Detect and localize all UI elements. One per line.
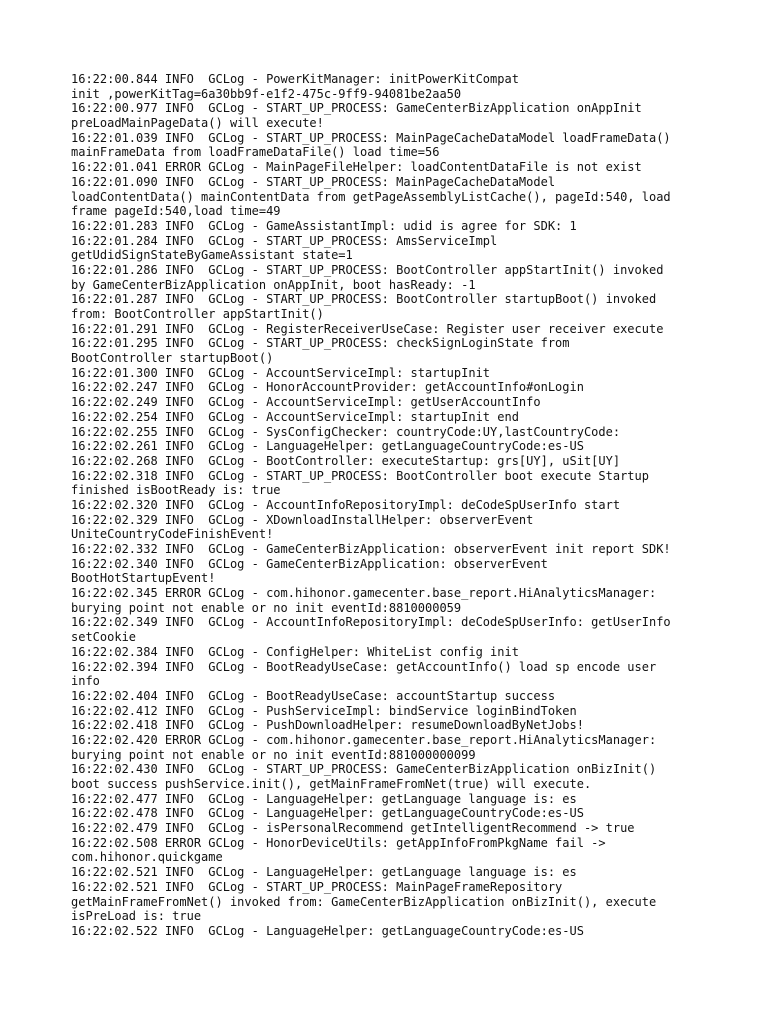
log-line: frame pageId:540,load time=49: [71, 204, 281, 219]
log-line: com.hihonor.quickgame: [71, 850, 223, 865]
log-line: 16:22:02.478 INFO GCLog - LanguageHelper: getLanguageCountryCode:es-US: [71, 806, 584, 821]
log-line: 16:22:02.261 INFO GCLog - LanguageHelper: getLanguageCountryCode:es-US: [71, 439, 584, 454]
log-line: 16:22:02.349 INFO GCLog - AccountInfoRepositoryImpl: deCodeSpUserInfo: getUserInfo: [71, 615, 671, 630]
log-document: [71, 72, 711, 939]
log-line: setCookie: [71, 630, 137, 645]
log-line: preLoadMainPageData() will execute!: [71, 116, 324, 131]
log-line: 16:22:02.340 INFO GCLog - GameCenterBizApplication: observerEvent: [71, 556, 548, 571]
log-line: 16:22:02.394 INFO GCLog - BootReadyUseCase: getAccountInfo() load sp encode user: [71, 659, 657, 674]
log-line: 16:22:02.384 INFO GCLog - ConfigHelper: WhiteList config init: [71, 644, 519, 659]
log-line: 16:22:02.477 INFO GCLog - LanguageHelper: getLanguage language is: es: [71, 791, 577, 806]
log-line: 16:22:01.284 INFO GCLog - START_UP_PROCESS: AmsServiceImpl: [71, 233, 498, 248]
log-line: 16:22:02.412 INFO GCLog - PushServiceImpl: bindService loginBindToken: [71, 703, 577, 718]
log-line: BootController startupBoot(): [71, 351, 274, 366]
log-line: boot success pushService.init(), getMainFrameFromNet(true) will execute.: [71, 777, 592, 791]
log-line: 16:22:02.404 INFO GCLog - BootReadyUseCase: accountStartup success: [71, 688, 556, 703]
log-line: 16:22:01.291 INFO GCLog - RegisterReceiverUseCase: Register user receiver execute: [71, 321, 664, 336]
log-line: 16:22:02.522 INFO GCLog - LanguageHelper: getLanguageCountryCode:es-US: [71, 923, 584, 938]
log-line: burying point not enable or no init eventId:881000000099: [71, 747, 476, 762]
log-line: BootHotStartupEvent!: [71, 571, 216, 586]
log-line: 16:22:02.318 INFO GCLog - START_UP_PROCESS: BootController boot execute Startup: [71, 468, 649, 483]
log-line: burying point not enable or no init eventId:8810000059: [71, 600, 462, 615]
log-line: finished isBootReady is: true: [71, 483, 281, 498]
log-line: 16:22:00.977 INFO GCLog - START_UP_PROCESS: GameCenterBizApplication onAppInit: [71, 101, 642, 116]
log-line: getUdidSignStateByGameAssistant state=1: [71, 248, 353, 263]
log-line: 16:22:01.283 INFO GCLog - GameAssistantImpl: udid is agree for SDK: 1: [71, 218, 577, 233]
log-line: 16:22:02.320 INFO GCLog - AccountInfoRepositoryImpl: deCodeSpUserInfo start: [71, 497, 621, 512]
log-line: 16:22:02.420 ERROR GCLog - com.hihonor.gamecenter.base_report.HiAnalyticsManager:: [71, 732, 657, 747]
log-line: 16:22:01.295 INFO GCLog - START_UP_PROCESS: checkSignLoginState from: [71, 336, 570, 351]
log-line: UniteCountryCodeFinishEvent!: [71, 527, 274, 542]
log-line: 16:22:01.287 INFO GCLog - START_UP_PROCESS: BootController startupBoot() invoked: [71, 292, 657, 307]
log-line: from: BootController appStartInit(): [71, 307, 324, 321]
log-line: init ,powerKitTag=6a30bb9f-e1f2-475c-9ff9-94081be2aa50: [71, 86, 462, 101]
log-line: 16:22:02.345 ERROR GCLog - com.hihonor.gamecenter.base_report.HiAnalyticsManager:: [71, 586, 657, 601]
log-line: 16:22:00.844 INFO GCLog - PowerKitManager: initPowerKitCompat: [71, 72, 519, 86]
log-line: 16:22:01.041 ERROR GCLog - MainPageFileHelper: loadContentDataFile is not exist: [71, 160, 642, 175]
log-line: 16:22:02.329 INFO GCLog - XDownloadInstallHelper: observerEvent: [71, 512, 534, 527]
log-line: info: [71, 674, 100, 689]
log-line: 16:22:02.268 INFO GCLog - BootController: executeStartup: grs[UY], uSit[UY]: [71, 453, 621, 468]
log-line: by GameCenterBizApplication onAppInit, boot hasReady: -1: [71, 277, 476, 292]
log-line: 16:22:02.332 INFO GCLog - GameCenterBizApplication: observerEvent init report SDK!: [71, 542, 671, 556]
log-line: 16:22:01.286 INFO GCLog - START_UP_PROCESS: BootController appStartInit() invoked: [71, 262, 664, 277]
log-line: 16:22:02.430 INFO GCLog - START_UP_PROCESS: GameCenterBizApplication onBizInit(): [71, 762, 657, 777]
log-line: 16:22:02.247 INFO GCLog - HonorAccountProvider: getAccountInfo#onLogin: [71, 380, 584, 395]
log-line: isPreLoad is: true: [71, 909, 202, 924]
log-line: 16:22:01.039 INFO GCLog - START_UP_PROCESS: MainPageCacheDataModel loadFrameData(): [71, 130, 671, 145]
log-line: mainFrameData from loadFrameDataFile() load time=56: [71, 145, 440, 160]
log-line: 16:22:02.249 INFO GCLog - AccountServiceImpl: getUserAccountInfo: [71, 395, 541, 410]
log-line: 16:22:01.090 INFO GCLog - START_UP_PROCESS: MainPageCacheDataModel: [71, 174, 556, 189]
log-line: getMainFrameFromNet() invoked from: GameCenterBizApplication onBizInit(), execute: [71, 894, 657, 909]
log-line: 16:22:02.508 ERROR GCLog - HonorDeviceUtils: getAppInfoFromPkgName fail ->: [71, 835, 606, 850]
log-line: 16:22:02.418 INFO GCLog - PushDownloadHelper: resumeDownloadByNetJobs!: [71, 718, 584, 733]
log-line: 16:22:02.521 INFO GCLog - LanguageHelper: getLanguage language is: es: [71, 865, 577, 880]
log-line: 16:22:02.521 INFO GCLog - START_UP_PROCESS: MainPageFrameRepository: [71, 879, 563, 894]
log-line: 16:22:02.479 INFO GCLog - isPersonalRecommend getIntelligentRecommend -> true: [71, 821, 635, 836]
log-line: 16:22:02.254 INFO GCLog - AccountServiceImpl: startupInit end: [71, 409, 519, 424]
log-line: 16:22:01.300 INFO GCLog - AccountServiceImpl: startupInit: [71, 365, 491, 380]
log-line: loadContentData() mainContentData from getPageAssemblyListCache(), pageId:540, load: [71, 189, 671, 204]
log-line: 16:22:02.255 INFO GCLog - SysConfigChecker: countryCode:UY,lastCountryCode:: [71, 424, 621, 439]
